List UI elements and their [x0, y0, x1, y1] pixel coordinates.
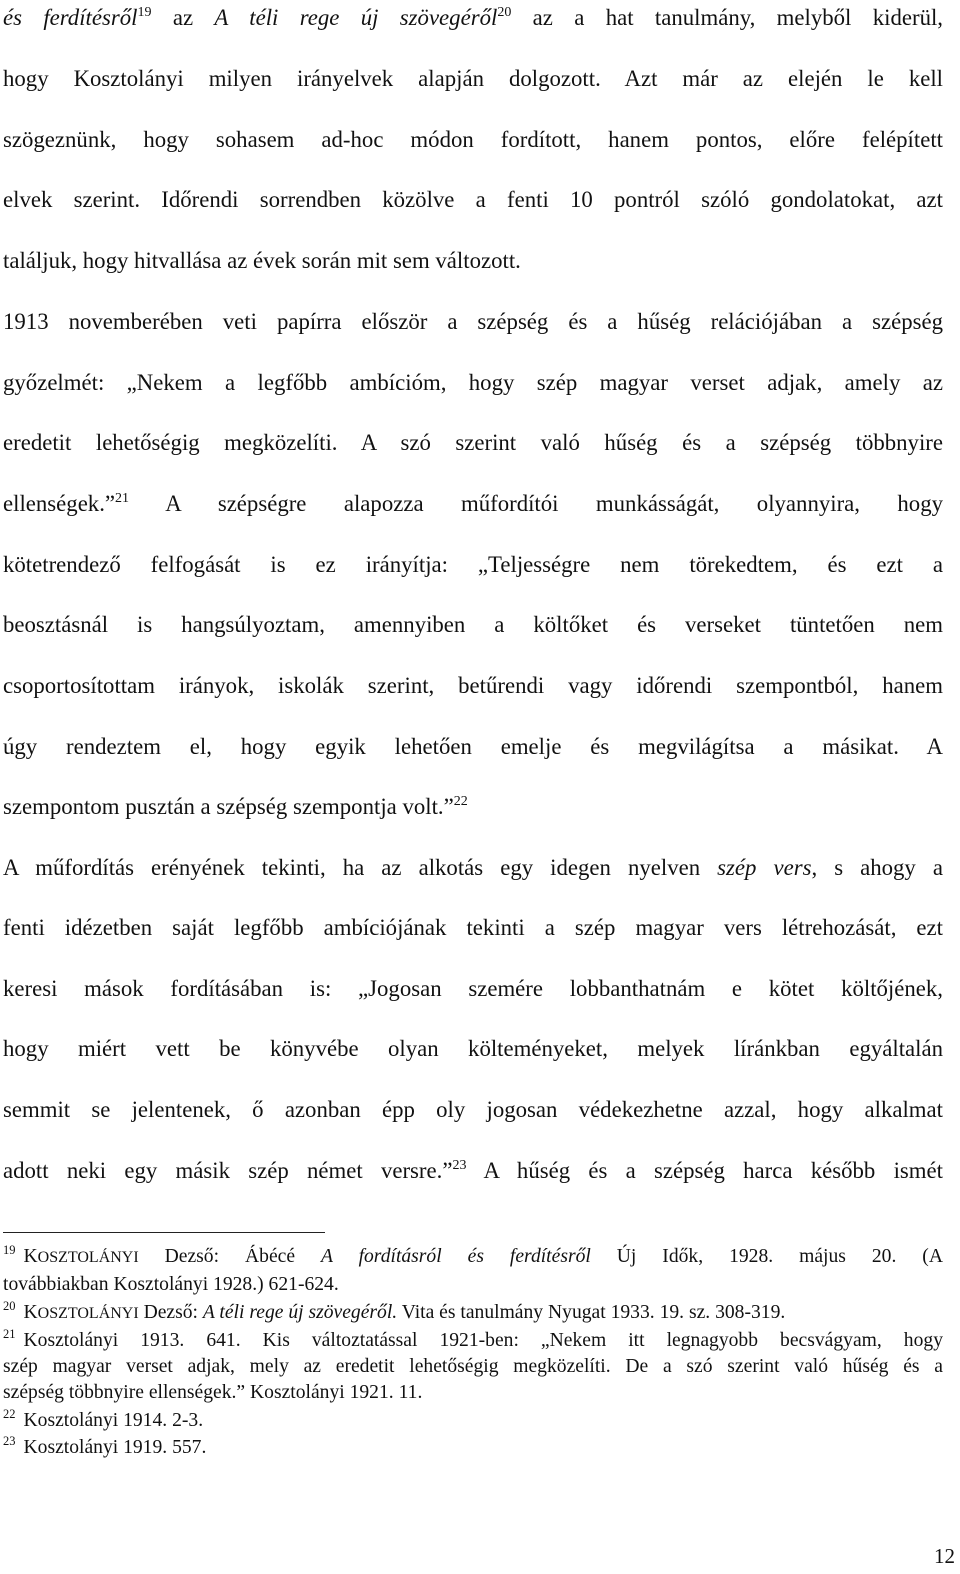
italic-text: A téli rege új szövegéről. [202, 1302, 398, 1323]
text-span: A szépségre alapozza műfordítói munkásságát, olyannyira, hogy [129, 491, 943, 516]
footnote-line [3, 1300, 943, 1326]
text-span: adott neki egy másik szép német versre.” [3, 1158, 453, 1183]
text-span: Dezső: Ábécé [138, 1246, 321, 1267]
body-line [3, 245, 943, 277]
text-span: eredetit lehetőségig megközelíti. A szó szerint való hűség és a szépség többnyire [3, 430, 943, 455]
text-span: szögeznünk, hogy sohasem ad-hoc módon fordított, hanem pontos, előre felépített [3, 127, 943, 152]
footnote-line [3, 1244, 943, 1270]
italic-text: A téli rege új szövegéről [214, 5, 498, 30]
footnote-marker: 22 [3, 1407, 16, 1421]
text-span: csoportosítottam irányok, iskolák szerint, betűrendi vagy időrendi szempontból, hanem [3, 673, 943, 698]
text-span: beosztásnál is hangsúlyoztam, amennyiben a költőket és verseket tüntetően nem [3, 612, 943, 637]
body-line [3, 1155, 943, 1187]
body-line [3, 1033, 943, 1065]
footnote-line [3, 1354, 943, 1380]
text-span: A műfordítás erényének tekinti, ha az alkotás egy idegen nyelven [3, 855, 718, 880]
text-span: K [23, 1246, 38, 1267]
body-line [3, 912, 943, 944]
text-span: fenti idézetben saját legfőbb ambíciójának tekinti a szép magyar vers létrehozását, ezt [3, 915, 943, 940]
footnote-marker: 20 [3, 1299, 16, 1313]
text-span: találjuk, hogy hitvallása az évek során mit sem változott. [3, 248, 521, 273]
body-line [3, 124, 943, 156]
body-line [3, 2, 943, 34]
text-span: elvek szerint. Időrendi sorrendben közölve a fenti 10 pontról szóló gondolatokat, azt [3, 187, 943, 212]
body-line [3, 670, 943, 702]
footnote-line [3, 1328, 943, 1354]
footnote-marker: 20 [497, 5, 512, 20]
body-line [3, 488, 943, 520]
text-span: keresi mások fordításában is: „Jogosan szemére lobbanthatnám e kötet költőjének, [3, 976, 943, 1001]
text-span: szépség többnyire ellenségek.” Kosztolányi 1921. 11. [3, 1382, 423, 1403]
body-line [3, 791, 943, 823]
footnote-line [3, 1408, 943, 1434]
text-span: hogy Kosztolányi milyen irányelvek alapján dolgozott. Azt már az elején le kell [3, 66, 943, 91]
text-span: K [23, 1302, 38, 1323]
text-span: az a hat tanulmány, melyből kiderül, [511, 5, 944, 30]
text-span: szempontom pusztán a szépség szempontja volt.” [3, 794, 454, 819]
footnote-marker: 23 [452, 1158, 467, 1173]
body-line [3, 731, 943, 763]
text-span: Új Idők, 1928. május 20. (A [590, 1246, 943, 1267]
text-span: OSZTOLÁNYI [37, 1249, 139, 1266]
text-span: Kosztolányi 1914. 2-3. [23, 1410, 204, 1431]
text-span: A hűség és a szépség harca később ismét [466, 1158, 943, 1183]
text-span: semmit se jelentenek, ő azonban épp oly jogosan védekezhetne azzal, hogy alkalmat [3, 1097, 943, 1122]
text-span: az [151, 5, 215, 30]
text-span: szép magyar verset adjak, mely az eredetit lehetőségig megközelíti. De a szó szerint való hűség és a [3, 1356, 943, 1377]
italic-text: szép vers [717, 855, 812, 880]
text-span: továbbiakban Kosztolányi 1928.) 621-624. [3, 1274, 339, 1295]
footnote-marker: 19 [3, 1243, 16, 1257]
text-span: , s ahogy a [811, 855, 943, 880]
italic-text: és ferdítésről [3, 5, 138, 30]
text-span: hogy miért vett be könyvébe olyan költeményeket, melyek líránkban egyáltalán [3, 1036, 943, 1061]
footnote-line [3, 1435, 943, 1461]
text-span: úgy rendeztem el, hogy egyik lehetően emelje és megvilágítsa a másikat. A [3, 734, 943, 759]
footnote-line [3, 1380, 943, 1406]
footnote-marker: 23 [3, 1434, 16, 1448]
body-line [3, 427, 943, 459]
body-line [3, 973, 943, 1005]
footnote-marker: 19 [137, 5, 152, 20]
text-span: kötetrendező felfogását is ez irányítja: „Teljességre nem törekedtem, és ezt a [3, 552, 943, 577]
text-span: Vita és tanulmány Nyugat 1933. 19. sz. 308-319. [397, 1302, 786, 1323]
text-span: Dezső: [138, 1302, 203, 1323]
body-line [3, 852, 943, 884]
body-line [3, 63, 943, 95]
body-line [3, 184, 943, 216]
body-line [3, 306, 943, 338]
text-span: Kosztolányi 1919. 557. [23, 1437, 207, 1458]
text-span: 1913 novemberében veti papírra először a szépség és a hűség relációjában a szépség [3, 309, 943, 334]
text-span: ellenségek.” [3, 491, 116, 516]
body-line [3, 549, 943, 581]
body-line [3, 367, 943, 399]
italic-text: A fordításról és ferdítésről [321, 1246, 591, 1267]
text-span: OSZTOLÁNYI [37, 1305, 139, 1322]
footnote-marker: 22 [453, 794, 468, 809]
page-number: 12 [934, 1544, 955, 1568]
text-span: Kosztolányi 1913. 641. Kis változtatással 1921-ben: „Nekem itt legnagyobb becsvágyam, hogy [23, 1330, 943, 1351]
footnote-marker: 21 [3, 1327, 16, 1341]
footnote-separator [3, 1232, 325, 1233]
body-line [3, 609, 943, 641]
footnote-line [3, 1272, 943, 1298]
footnote-marker: 21 [115, 491, 130, 506]
body-line [3, 1094, 943, 1126]
text-span: győzelmét: „Nekem a legfőbb ambícióm, hogy szép magyar verset adjak, amely az [3, 370, 943, 395]
